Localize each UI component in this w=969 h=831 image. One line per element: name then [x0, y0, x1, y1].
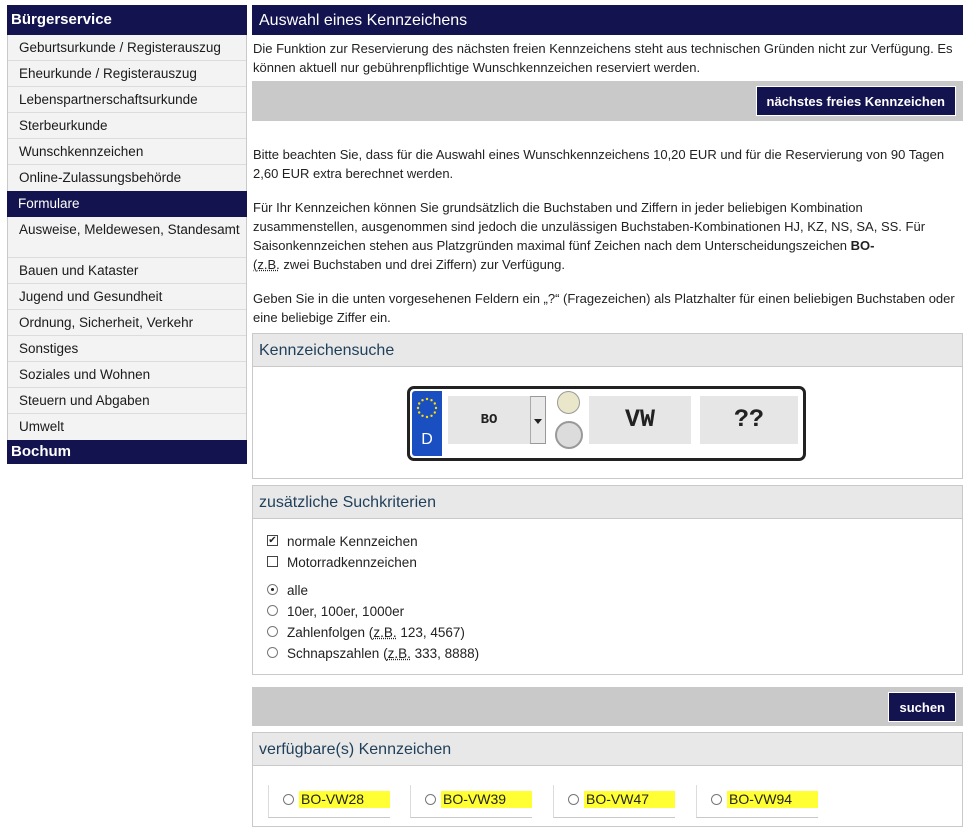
sidebar-group-formulare	[7, 217, 247, 440]
sidebar-item-ordnung[interactable]: Ordnung, Sicherheit, Verkehr	[8, 310, 246, 336]
eu-stars-icon	[416, 397, 438, 419]
radio-schnaps-label-a: Schnapszahlen (	[287, 646, 388, 661]
rules-district-code: BO-	[850, 238, 875, 253]
radio-schnaps-label-b: 333, 8888)	[410, 646, 480, 661]
result-option[interactable]	[410, 785, 532, 818]
result-radio[interactable]	[283, 794, 294, 805]
chevron-down-icon	[534, 419, 542, 424]
registration-seal-icon	[555, 421, 583, 449]
criteria-panel	[252, 485, 963, 675]
sidebar-item-steuern[interactable]: Steuern und Abgaben	[8, 388, 246, 414]
rules-abbr: (z.B.	[253, 257, 280, 272]
radio-sequence[interactable]	[267, 626, 278, 637]
result-option[interactable]	[268, 785, 390, 818]
sidebar-item-formulare[interactable]: Formulare	[7, 191, 247, 217]
sidebar-item-geburtsurkunde[interactable]: Geburtsurkunde / Registerauszug	[8, 35, 246, 61]
radio-sequence-abbr: z.B.	[373, 625, 397, 640]
result-plate: BO-VW94	[727, 791, 818, 808]
sidebar-footer-bochum[interactable]: Bochum	[7, 440, 247, 464]
next-free-button[interactable]: nächstes freies Kennzeichen	[756, 86, 956, 116]
radio-round-row[interactable]	[266, 601, 962, 622]
checkbox-moto[interactable]	[267, 556, 278, 567]
country-code: D	[421, 431, 433, 448]
radio-schnaps-abbr: z.B.	[387, 646, 411, 661]
result-radio[interactable]	[568, 794, 579, 805]
notice-text: Die Funktion zur Reservierung des nächsten freien Kennzeichens steht aus technischen Gründen nicht zur Verfügung. Es können aktuell nur gebührenpflichtige Wunschkennzeichen reserviert werden.	[253, 41, 953, 75]
sidebar-item-online-zulassung[interactable]: Online-Zulassungsbehörde	[19, 170, 182, 185]
criteria-title: zusätzliche Suchkriterien	[253, 486, 962, 519]
sidebar-item-wunschkennzeichen[interactable]: Wunschkennzeichen	[8, 139, 246, 165]
checkbox-normal[interactable]: ✔	[268, 535, 277, 546]
search-bar	[252, 687, 963, 726]
page-title: Auswahl eines Kennzeichens	[252, 5, 963, 35]
sidebar-item-bauen[interactable]: Bauen und Kataster	[8, 258, 246, 284]
plate-search-title: Kennzeichensuche	[253, 334, 962, 367]
sidebar-item-umwelt[interactable]: Umwelt	[19, 419, 65, 434]
radio-schnaps[interactable]	[267, 647, 278, 658]
rules-text-a: Für Ihr Kennzeichen können Sie grundsätzlich die Buchstaben und Ziffern in jeder beliebigen Kombination zusammenstellen, ausgenommen sind jedoch die unzulässigen Buchstaben-Kombinationen HJ, KZ, NS, SA, SS. Für Saisonkennzeichen stehen aus Platzgründen maximal fünf Zeichen nach dem Unterscheidungszeichen	[253, 200, 926, 253]
license-plate	[407, 386, 806, 461]
sidebar-item-eheurkunde[interactable]: Eheurkunde / Registerauszug	[8, 61, 246, 87]
checkbox-normal-row[interactable]	[266, 531, 962, 552]
checkbox-moto-label: Motorradkennzeichen	[287, 555, 417, 570]
sidebar-group-buergerservice	[7, 35, 247, 191]
rules-text-c: zwei Buchstaben und drei Ziffern) zur Verfügung.	[279, 257, 565, 272]
result-option[interactable]	[696, 785, 818, 818]
checkbox-normal-label: normale Kennzeichen	[287, 534, 418, 549]
numbers-input[interactable]: ??	[700, 396, 798, 444]
radio-sequence-label-a: Zahlenfolgen (	[287, 625, 374, 640]
main-content	[252, 5, 963, 827]
sidebar-item-sonstiges[interactable]: Sonstiges	[8, 336, 246, 362]
rules-text	[252, 192, 963, 274]
fee-text: Bitte beachten Sie, dass für die Auswahl eines Wunschkennzeichens 10,20 EUR und für die Reservierung von 90 Tagen 2,60 EUR extra berechnet werden.	[253, 147, 945, 181]
sidebar	[7, 5, 247, 464]
radio-all-row[interactable]	[266, 580, 962, 601]
plate-search-panel	[252, 333, 963, 479]
sidebar-item-soziales[interactable]: Soziales und Wohnen	[8, 362, 246, 388]
result-plate: BO-VW47	[584, 791, 675, 808]
radio-schnaps-row[interactable]	[266, 643, 962, 664]
placeholder-text: Geben Sie in die unten vorgesehenen Feldern ein „?“ (Fragezeichen) als Platzhalter für einen beliebigen Buchstaben oder eine beliebige Ziffer ein.	[253, 291, 955, 325]
sidebar-item-ausweise[interactable]: Ausweise, Meldewesen, Standesamt	[8, 217, 246, 258]
letters-input[interactable]: VW	[589, 396, 691, 444]
district-dropdown[interactable]	[530, 396, 546, 444]
result-radio[interactable]	[425, 794, 436, 805]
results-title: verfügbare(s) Kennzeichen	[253, 733, 962, 766]
checkbox-moto-row[interactable]	[266, 552, 962, 573]
result-option[interactable]	[553, 785, 675, 818]
result-plate: BO-VW39	[441, 791, 532, 808]
district-code-field[interactable]: BO	[448, 396, 530, 444]
results-panel	[252, 732, 963, 827]
radio-round[interactable]	[267, 605, 278, 616]
sidebar-item-sterbeurkunde[interactable]: Sterbeurkunde	[8, 113, 246, 139]
hu-seal-icon	[557, 391, 580, 414]
sidebar-header: Bürgerservice	[7, 5, 247, 35]
result-plate: BO-VW28	[299, 791, 390, 808]
radio-all-label: alle	[287, 583, 309, 598]
search-button[interactable]: suchen	[888, 692, 956, 722]
radio-round-label: 10er, 100er, 1000er	[287, 604, 405, 619]
radio-sequence-row[interactable]	[266, 622, 962, 643]
eu-band	[412, 391, 442, 456]
next-free-bar	[252, 81, 963, 121]
result-radio[interactable]	[711, 794, 722, 805]
sidebar-item-jugend[interactable]: Jugend und Gesundheit	[8, 284, 246, 310]
sidebar-item-lebenspartnerschaftsurkunde[interactable]: Lebenspartnerschaftsurkunde	[8, 87, 246, 113]
radio-all[interactable]	[267, 584, 278, 595]
radio-sequence-label-b: 123, 4567)	[396, 625, 465, 640]
